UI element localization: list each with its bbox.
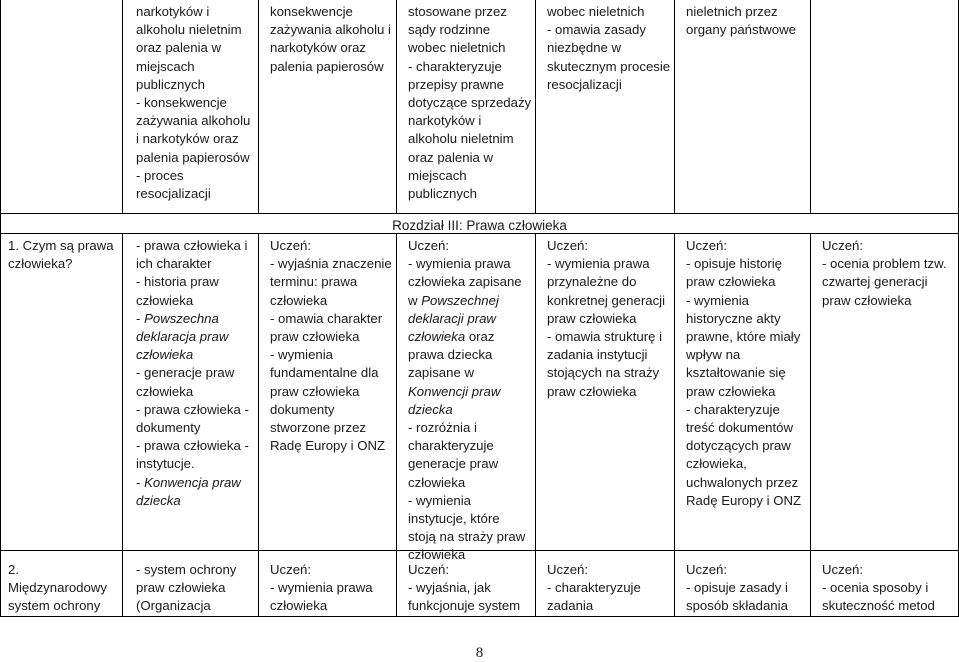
table-border-top-section-bottom (0, 213, 959, 214)
text-line: przepisy prawne (408, 76, 505, 92)
text-line: - omawia charakter (270, 310, 383, 326)
row1-req4 (686, 237, 808, 510)
text-line: nieletnich przez (686, 4, 778, 19)
row1-content (136, 237, 256, 510)
row2-req5 (822, 561, 958, 616)
text-line: człowieka, (686, 456, 747, 472)
text-line: Uczeń: (408, 562, 450, 577)
row2-req1 (270, 561, 394, 616)
text-line: człowieka (136, 292, 194, 308)
top-cell-req4 (686, 3, 808, 39)
text-line: skuteczność metod (822, 598, 935, 614)
text-line: publicznych (408, 186, 477, 202)
text-line: zażywania alkoholu i (270, 22, 391, 38)
col-border-2b (258, 233, 259, 616)
col-border-4b (535, 233, 536, 616)
text-line: - ocenia sposoby i (822, 580, 929, 596)
text-line: człowieka (136, 383, 194, 399)
text-line: Uczeń: (547, 238, 589, 253)
text-line: praw człowieka (686, 383, 776, 399)
text-line: stosowane przez (408, 4, 507, 19)
text-line: system ochrony (8, 598, 101, 614)
col-border-2 (258, 0, 259, 213)
top-cell-req1 (270, 3, 394, 76)
text-line: - opisuje historię (686, 256, 783, 272)
row1-topic (8, 237, 120, 273)
col-border-1b (122, 233, 123, 616)
text-line: - ocenia problem tzw. (822, 256, 947, 272)
col-border-6 (810, 0, 811, 213)
text-line: praw człowieka (270, 383, 360, 399)
section-heading: Rozdział III: Prawa człowieka (392, 218, 567, 233)
text-line: Uczeń: (547, 562, 589, 577)
text-line: stworzone przez (270, 420, 367, 436)
text-line: - konsekwencje (136, 95, 227, 111)
text-line: w Powszechnej (408, 292, 499, 308)
text-line: dziecka (408, 401, 453, 417)
text-line: Uczeń: (408, 238, 450, 253)
text-line: zadania instytucji (547, 347, 648, 363)
text-line: Uczeń: (822, 238, 864, 253)
row2-req4 (686, 561, 808, 616)
text-line: - Konwencja praw (136, 474, 241, 490)
text-line: funkcjonuje system (408, 598, 521, 614)
text-line: organy państwowe (686, 22, 796, 38)
text-line: alkoholu nieletnim (136, 22, 242, 38)
text-line: człowieka oraz (408, 329, 495, 345)
text-line: człowieka (270, 598, 328, 614)
text-line: - generacje praw (136, 365, 235, 381)
text-line: wpływ na (686, 347, 741, 363)
text-line: człowieka (136, 347, 194, 363)
text-line: dziecka (136, 492, 181, 508)
row1-req2 (408, 237, 534, 565)
text-line: praw człowieka (270, 329, 360, 345)
text-line: Uczeń: (686, 238, 728, 253)
text-line: narkotyków oraz (270, 40, 367, 56)
text-line: treść dokumentów (686, 420, 794, 436)
text-line: - wyjaśnia, jak (408, 580, 491, 596)
text-line: resocjalizacji (547, 76, 622, 92)
text-line: praw człowieka (686, 274, 776, 290)
text-line: czwartej generacji (822, 274, 928, 290)
table-border-bottom (0, 616, 959, 617)
top-cell-req2 (408, 3, 534, 203)
text-line: Uczeń: (270, 562, 312, 577)
text-line: - charakteryzuje (408, 58, 502, 74)
text-line: człowieka (408, 547, 466, 563)
top-cell-topic-content (136, 3, 256, 203)
top-cell-req3 (547, 3, 673, 94)
text-line: - prawa człowieka i (136, 238, 248, 253)
text-line: stoją na straży praw (408, 529, 526, 545)
text-line: publicznych (136, 76, 205, 92)
col-border-3b (396, 233, 397, 616)
text-line: - omawia zasady (547, 22, 646, 38)
text-line: oraz palenia w (136, 40, 222, 56)
text-line: prawa dziecka (408, 347, 493, 363)
text-line: - rozróżnia i (408, 420, 477, 436)
row2-topic (8, 561, 120, 616)
col-border-1 (122, 0, 123, 213)
text-line: (Organizacja (136, 598, 211, 614)
text-line: - omawia strukturę i (547, 329, 663, 345)
text-line: - charakteryzuje (547, 580, 641, 596)
text-line: człowieka? (8, 256, 73, 272)
text-line: charakteryzuje (408, 438, 494, 454)
text-line: instytucje. (136, 456, 195, 472)
row2-content (136, 561, 256, 616)
col-border-5b (674, 233, 675, 616)
text-line: - historia praw (136, 274, 219, 290)
text-line: kształtowanie się (686, 365, 786, 381)
col-border-4 (535, 0, 536, 213)
text-line: Uczeń: (686, 562, 728, 577)
text-line: - wymienia (270, 347, 334, 363)
text-line: zadania (547, 598, 594, 614)
text-line: - prawa człowieka - (136, 438, 249, 454)
text-line: dokumenty (270, 401, 335, 417)
text-line: ich charakter (136, 256, 212, 272)
text-line: miejscach (136, 58, 195, 74)
text-line: człowieka (408, 474, 466, 490)
text-line: - wymienia prawa (408, 256, 511, 272)
text-line: - wymienia prawa (270, 580, 373, 596)
text-line: - opisuje zasady i (686, 580, 788, 596)
text-line: - system ochrony (136, 562, 237, 577)
text-line: terminu: prawa (270, 274, 358, 290)
text-line: zażywania alkoholu (136, 113, 251, 129)
row1-req3 (547, 237, 673, 401)
text-line: przynależne do (547, 274, 637, 290)
text-line: narkotyków i (136, 4, 210, 19)
text-line: - Powszechna (136, 310, 219, 326)
text-line: - wyjaśnia znaczenie (270, 256, 392, 272)
row2-req2 (408, 561, 534, 616)
text-line: człowieka (270, 292, 328, 308)
text-line: - proces (136, 167, 184, 183)
row2-req3 (547, 561, 673, 616)
text-line: historyczne akty (686, 310, 781, 326)
text-line: - wymienia (686, 292, 750, 308)
text-line: prawne, które miały (686, 329, 801, 345)
text-line: konsekwencje (270, 4, 353, 19)
text-line: praw człowieka (822, 292, 912, 308)
text-line: fundamentalne dla (270, 365, 379, 381)
text-line: sądy rodzinne (408, 22, 491, 38)
text-line: niezbędne w (547, 40, 622, 56)
text-line: stojących na straży (547, 365, 660, 381)
text-line: - prawa człowieka - (136, 401, 249, 417)
text-line: deklaracja praw (136, 329, 229, 345)
text-line: praw człowieka (547, 383, 637, 399)
text-line: resocjalizacji (136, 186, 211, 202)
text-line: oraz palenia w (408, 149, 494, 165)
col-border-5 (674, 0, 675, 213)
text-line: miejscach (408, 167, 467, 183)
text-line: uchwalonych przez (686, 474, 799, 490)
col-border-0 (0, 0, 1, 616)
text-line: zapisane w (408, 365, 474, 381)
page-number: 8 (475, 645, 484, 661)
text-line: alkoholu nieletnim (408, 131, 514, 147)
text-line: 1. Czym są prawa (8, 238, 114, 253)
text-line: instytucje, które (408, 511, 500, 527)
row1-req5 (822, 237, 958, 310)
text-line: sposób składania (686, 598, 788, 614)
text-line: człowieka zapisane (408, 274, 522, 290)
text-line: palenia papierosów (270, 58, 384, 74)
text-line: i narkotyków oraz (136, 131, 239, 147)
text-line: Radę Europy i ONZ (686, 492, 802, 508)
text-line: wobec nieletnich (408, 40, 506, 56)
col-border-3 (396, 0, 397, 213)
text-line: praw człowieka (136, 580, 226, 596)
text-line: dotyczące sprzedaży (408, 95, 532, 111)
text-line: 2. (8, 562, 19, 577)
text-line: palenia papierosów (136, 149, 250, 165)
text-line: narkotyków i (408, 113, 482, 129)
text-line: Konwencji praw (408, 383, 501, 399)
text-line: Uczeń: (822, 562, 864, 577)
text-line: - wymienia (408, 492, 472, 508)
text-line: wobec nieletnich (547, 4, 645, 19)
text-line: dokumenty (136, 420, 201, 436)
text-line: Uczeń: (270, 238, 312, 253)
row1-req1 (270, 237, 394, 455)
text-line: generacje praw (408, 456, 499, 472)
col-border-6b (810, 233, 811, 616)
text-line: deklaracji praw (408, 310, 496, 326)
text-line: - wymienia prawa (547, 256, 650, 272)
text-line: Radę Europy i ONZ (270, 438, 386, 454)
text-line: praw człowieka (547, 310, 637, 326)
text-line: Międzynarodowy (8, 580, 107, 596)
text-line: skutecznym procesie (547, 58, 671, 74)
text-line: konkretnej generacji (547, 292, 666, 308)
text-line: dotyczących praw (686, 438, 791, 454)
text-line: - charakteryzuje (686, 401, 780, 417)
